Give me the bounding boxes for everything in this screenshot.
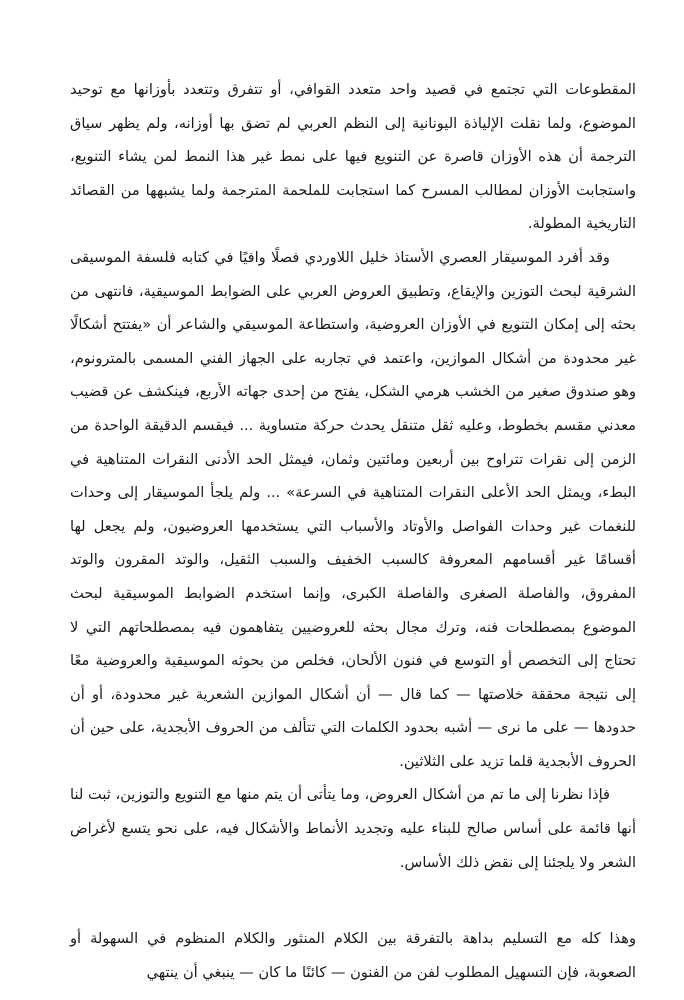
paragraph-1: المقطوعات التي تجتمع في قصيد واحد متعدد القوافي، أو تتفرق وتتعدد بأوزانها مع توحيد الموضوع، ولما نقلت الإلياذة اليونانية إلى النظم العربي لم تضق بها أوزانه، ولم يظهر سياق الترجمة أن هذه الأوزان قاصرة عن التنويع فيها على نمط غير هذا النمط لمن يشاء التنويع، واستجابت الأوزان لمطالب المسرح كما استجابت للملحمة المترجمة ولما يشبهها من القصائد التاريخية المطولة. [70,81,636,233]
paragraph-4: وهذا كله مع التسليم بداهة بالتفرقة بين الكلام المنثور والكلام المنظوم في السهولة أو الصعوبة، فإن التسهيل المطلوب لفن من الفنون — كائنًا ما كان — ينبغي أن ينتهي [70,930,636,981]
text-block-lower [70,922,636,989]
paragraph-2: وقد أفرد الموسيقار العصري الأستاذ خليل اللاوردي فصلًا وافيًا في كتابه فلسفة الموسيقى الشرقية لبحث التوزين والإيقاع، وتطبيق العروض العربي على الضوابط الموسيقية، فانتهى من بحثه إلى إمكان التنويع في الأوزان العروضية، واستطاعة الموسيقي والشاعر أن «يفتتح أشكالًا غير محدودة من أشكال الموازين، واعتمد في تجاربه على الجهاز الفني المسمى بالمترونوم، وهو صندوق صغير من الخشب هرمي الشكل، يفتح من إحدى جهاته الأربع، فينكشف عن قضيب معدني مقسم بخطوط، وعليه ثقل متنقل يحدث حركة متساوية ... فيقسم الدقيقة الواحدة من الزمن إلى نقرات تتراوح بين أربعين ومائتين وثمان، فيمثل الحد الأدنى النقرات المتناهية في البطء، ويمثل الحد الأعلى النقرات المتناهية في السرعة» ... ولم يلجأ الموسيقار إلى وحدات للنغمات غير وحدات الفواصل والأوتاد والأسباب التي يستخدمها العروضيون، ولم يجعل لها أقسامًا غير أقسامهم المعروفة كالسبب الخفيف والسبب الثقيل، والوتد المقرون والوتد المفروق، والفاصلة الصغرى والفاصلة الكبرى، وإنما استخدم الضوابط الموسيقية لبحث الموضوع بمصطلحات فنه، وترك مجال بحثه للعروضيين يتفاهمون فيه بمصطلحاتهم التي لا تحتاج إلى التخصص أو التوسع في فنون الألحان، فخلص من بحوثه الموسيقية والعروضية معًا إلى نتيجة محققة خلاصتها — كما قال — أن أشكال الموازين الشعرية غير محدودة، أو أن حدودها — على ما نرى — أشبه بحدود الكلمات التي تتألف من الحروف الأبجدية، على حين أن الحروف الأبجدية قلما تزيد على الثلاثين. [70,248,636,770]
paragraph-3: فإذا نظرنا إلى ما تم من أشكال العروض، وما يتأتى أن يتم منها مع التنويع والتوزين، ثبت لنا أنها قائمة على أساس صالح للبناء عليه وتجديد الأنماط والأشكال فيه، على نحو يتسع لأغراض الشعر ولا يلجئنا إلى نقض ذلك الأساس. [70,786,636,871]
text-block-upper [70,73,636,879]
